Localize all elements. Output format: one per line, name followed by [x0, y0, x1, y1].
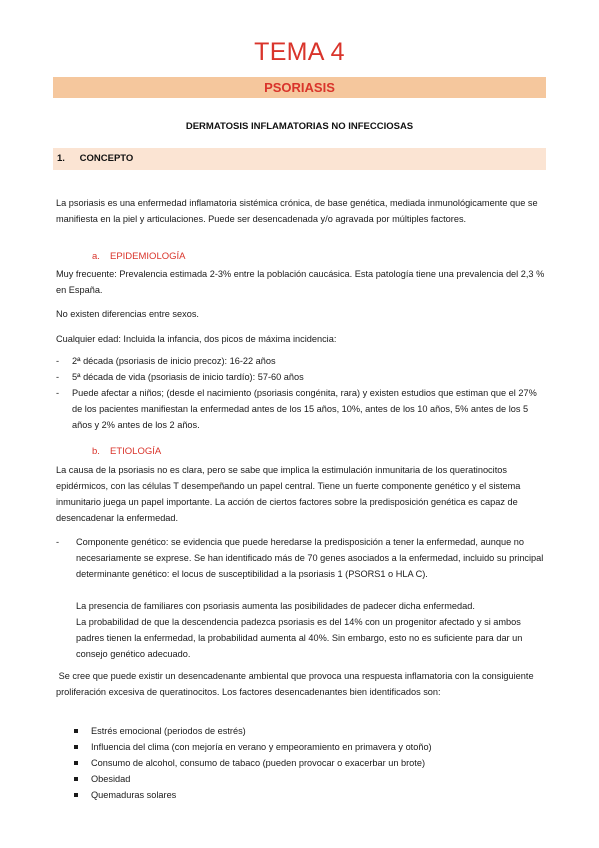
list-item [56, 385, 546, 433]
subheading-letter: b. [92, 446, 100, 457]
list-item-text: 5ª década de vida (psoriasis de inicio tardío): 57-60 años [72, 372, 304, 382]
dash-marker: - [56, 388, 60, 398]
subheading-epidemiologia [92, 251, 186, 262]
subheading-etiologia [92, 446, 161, 457]
trigger-text: Influencia del clima (con mejoría en verano y empeoramiento en primavera y otoño) [91, 742, 432, 752]
epidemiology-paragraph-2: No existen diferencias entre sexos. [56, 309, 199, 319]
square-bullet-icon [74, 745, 78, 749]
square-bullet-icon [74, 777, 78, 781]
etiology-paragraph-2: Se cree que puede existir un desencadenante ambiental que provoca una respuesta inflamatoria con la consiguiente proliferación excesiva de queratinocitos. Los factores desencadenantes bien identificados son: [56, 671, 537, 697]
trigger-item [74, 739, 534, 755]
section-title: CONCEPTO [79, 153, 134, 164]
trigger-text: Estrés emocional (periodos de estrés) [91, 726, 246, 736]
section-number: 1. [57, 153, 65, 164]
trigger-text: Obesidad [91, 774, 131, 784]
etiology-paragraph-1: La causa de la psoriasis no es clara, pero se sabe que implica la estimulación inmunitaria de los queratinocitos epidérmicos, con las células T desempeñando un papel central. Tiene un fuerte componente genético y el sistema inmunitario juega un papel importante. La acción de ciertos factores sobre la predisposición genética es capaz de desencadenar la enfermedad. [56, 465, 521, 523]
dash-marker: - [56, 372, 60, 382]
list-item-text: Componente genético: se evidencia que puede heredarse la predisposición a tener la enfermedad, aunque no necesariamente se exprese. Se han identificado más de 70 genes asociados a la enfermedad, incluido su principal determinante genético: el locus de susceptibilidad a la psoriasis 1 (PSORS1 o HLA C). [76, 537, 544, 579]
genetic-paragraph-2: La presencia de familiares con psoriasis aumenta las posibilidades de padecer dicha enfermedad. [76, 601, 475, 611]
trigger-item [74, 787, 534, 803]
document-subtitle: DERMATOSIS INFLAMATORIAS NO INFECCIOSAS [185, 121, 414, 132]
section-heading-concepto [53, 148, 546, 170]
epidemiology-paragraph-1: Muy frecuente: Prevalencia estimada 2-3% entre la población caucásica. Esta patología tiene una prevalencia del 2,3 % en España. [56, 269, 545, 295]
square-bullet-icon [74, 761, 78, 765]
subheading-text: ETIOLOGÍA [110, 446, 162, 457]
list-item [56, 353, 546, 369]
epidemiology-paragraph-3: Cualquier edad: Incluida la infancia, dos picos de máxima incidencia: [56, 334, 337, 344]
dash-marker: - [56, 537, 60, 547]
list-item [56, 534, 546, 598]
trigger-text: Quemaduras solares [91, 790, 177, 800]
square-bullet-icon [74, 729, 78, 733]
concept-paragraph: La psoriasis es una enfermedad inflamatoria sistémica crónica, de base genética, mediada inmunológicamente que se manifiesta en la piel y articulaciones. Puede ser desencadenada y/o agravada por múltiples factores. [56, 198, 538, 224]
trigger-item [74, 723, 534, 739]
square-bullet-icon [74, 793, 78, 797]
trigger-item [74, 755, 534, 771]
trigger-item [74, 771, 534, 787]
list-item-text: Puede afectar a niños; (desde el nacimiento (psoriasis congénita, rara) y existen estudios que estiman que el 27% de los pacientes manifiestan la enfermedad antes de los 15 años, 10%, antes de los 10 años, 5% antes de los 5 años y 2% antes de los 2 años. [72, 388, 537, 430]
genetic-paragraph-3: La probabilidad de que la descendencia padezca psoriasis es del 14% con un progenitor afectado y si ambos padres tienen la enfermedad, la probabilidad aumenta al 40%. Sin embargo, esto no es suficiente para dar un consejo genético adecuado. [76, 617, 523, 659]
list-item-text: 2ª década (psoriasis de inicio precoz): 16-22 años [72, 356, 276, 366]
list-item [56, 369, 546, 385]
subheading-text: EPIDEMIOLOGÍA [110, 251, 186, 262]
trigger-text: Consumo de alcohol, consumo de tabaco (pueden provocar o exacerbar un brote) [91, 758, 426, 768]
topic-band: PSORIASIS [53, 77, 546, 98]
page-title: TEMA 4 [254, 38, 345, 66]
subheading-letter: a. [92, 251, 100, 262]
dash-marker: - [56, 356, 60, 366]
